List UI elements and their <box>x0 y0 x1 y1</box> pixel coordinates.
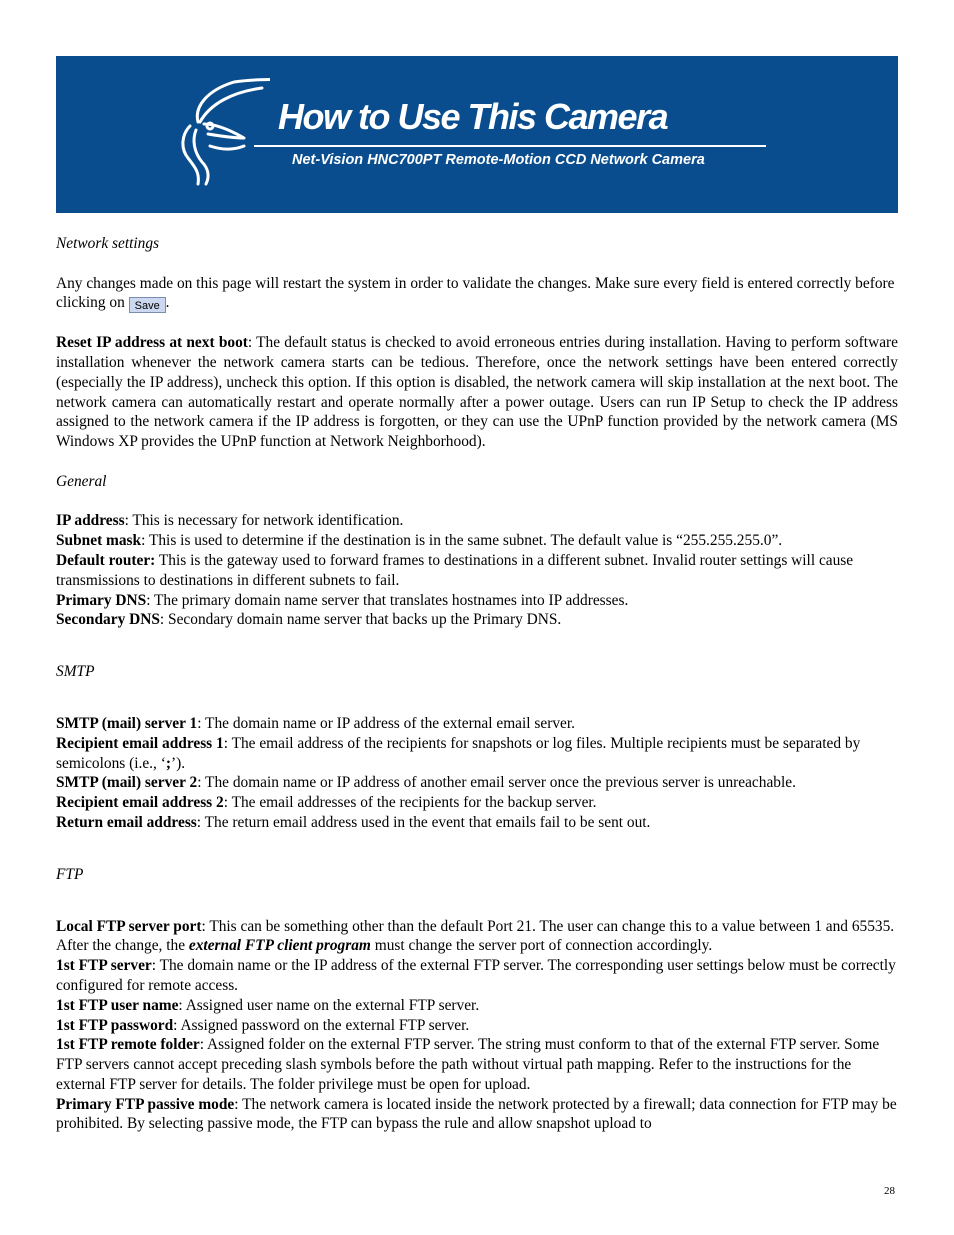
smtp-term: SMTP (mail) server 2 <box>56 774 198 792</box>
ftp-heading: FTP <box>56 865 84 883</box>
general-item <box>56 531 898 551</box>
ftp-item <box>56 996 898 1016</box>
ftp-term: 1st FTP remote folder <box>56 1036 200 1054</box>
intro-paragraph <box>56 274 898 314</box>
smtp-text: : The return email address used in the event that emails fail to be sent out. <box>196 813 651 831</box>
ftp-term: 1st FTP user name <box>56 996 179 1014</box>
ftp-term: Local FTP server port <box>56 917 202 935</box>
ftp-text: : This can be something other than the default Port 21. The user can change this to a value between 1 and 65535. After the change, the <box>56 917 895 955</box>
eagle-head-logo-icon <box>170 76 270 188</box>
smtp-text: : The domain name or IP address of the external email server. <box>197 714 576 732</box>
ftp-text: : Assigned password on the external FTP server. <box>173 1016 470 1034</box>
smtp-item <box>56 813 898 833</box>
general-term: Secondary DNS <box>56 611 160 629</box>
ftp-text: : The network camera is located inside the network protected by a firewall; data connection for FTP may be prohibited. By selecting passive mode, the FTP can bypass the rule and allow snapshot upload to <box>56 1095 897 1133</box>
smtp-item <box>56 793 898 813</box>
ftp-item <box>56 1095 898 1135</box>
intro-end: . <box>165 294 170 312</box>
ftp-item <box>56 956 898 996</box>
general-heading: General <box>56 472 107 490</box>
general-term: IP address <box>56 512 125 530</box>
ftp-item <box>56 1035 898 1094</box>
smtp-item <box>56 734 898 774</box>
general-item <box>56 551 898 591</box>
page-number: 28 <box>884 1185 895 1197</box>
intro-text: Any changes made on this page will restart the system in order to validate the changes. Make sure every field is entered correctly before clicking on <box>56 274 895 312</box>
general-item <box>56 511 898 531</box>
general-text: : This is necessary for network identification. <box>124 512 404 530</box>
reset-ip-term: Reset IP address at next boot <box>56 334 248 352</box>
header-banner <box>56 56 898 213</box>
smtp-term: SMTP (mail) server 1 <box>56 714 198 732</box>
smtp-item <box>56 773 898 793</box>
reset-ip-text: : The default status is checked to avoid erroneous entries during installation. Having to perform software installation whenever the network camera starts can be tedious. Therefore, once the network settings have been entered correctly (especially the IP address), uncheck this option. If this option is disabled, the network camera will skip installation at the next boot. The network camera can automatically restart and operate normally after a power outage. Users can run IP Setup to check the IP address assigned to the network camera if the IP address is forgotten, or they can use the UPnP function provided by the network camera (MS Windows XP provides the UPnP function at Network Neighborhood). <box>56 334 898 451</box>
banner-divider <box>254 145 766 147</box>
smtp-item <box>56 714 898 734</box>
semicolon-symbol: ; <box>165 754 171 772</box>
general-text: : The primary domain name server that translates hostnames into IP addresses. <box>146 591 629 609</box>
smtp-text: : The domain name or IP address of another email server once the previous server is unreachable. <box>197 774 796 792</box>
smtp-text: : The email address of the recipients for snapshots or log files. Multiple recipients must be separated by semicolons (i.e., ‘ <box>56 734 861 772</box>
ftp-term: Primary FTP passive mode <box>56 1095 235 1113</box>
general-term: Primary DNS <box>56 591 147 609</box>
document-body <box>56 234 898 1134</box>
save-button[interactable]: Save <box>129 297 166 313</box>
general-text: : Secondary domain name server that backs up the Primary DNS. <box>159 611 562 629</box>
ftp-text-end: must change the server port of connection accordingly. <box>370 937 713 955</box>
ftp-term: 1st FTP password <box>56 1016 174 1034</box>
general-text: This is the gateway used to forward frames to destinations in a different subnet. Invalid router settings will cause transmissions to destinations in different subnets to fail. <box>56 551 854 589</box>
smtp-term: Recipient email address 1 <box>56 734 224 752</box>
banner-subtitle: Net-Vision HNC700PT Remote-Motion CCD Network Camera <box>292 152 705 168</box>
smtp-text: : The email addresses of the recipients for the backup server. <box>223 794 597 812</box>
general-item <box>56 591 898 611</box>
general-term: Default router: <box>56 551 156 569</box>
banner-title: How to Use This Camera <box>278 96 668 137</box>
general-term: Subnet mask <box>56 532 142 550</box>
section-title: Network settings <box>56 235 160 252</box>
general-text: : This is used to determine if the destination is in the same subnet. The default value is “255.255.255.0”. <box>141 532 783 550</box>
ftp-term: 1st FTP server <box>56 957 152 975</box>
smtp-heading: SMTP <box>56 663 95 681</box>
general-item <box>56 610 898 630</box>
ftp-text: : Assigned folder on the external FTP server. The string must conform to that of the external FTP server. Some FTP servers cannot accept preceding slash symbols before the path without virtual path mapping. Refer to the instructions for the external FTP server for details. The folder privilege must be open for upload. <box>56 1036 880 1093</box>
smtp-term: Return email address <box>56 813 197 831</box>
ftp-text: : Assigned user name on the external FTP server. <box>178 996 480 1014</box>
ftp-item <box>56 1016 898 1036</box>
ftp-client-emphasis: external FTP client program <box>188 937 371 955</box>
smtp-term: Recipient email address 2 <box>56 794 224 812</box>
ftp-item <box>56 917 898 957</box>
reset-ip-paragraph <box>56 333 898 452</box>
ftp-text: : The domain name or the IP address of the external FTP server. The corresponding user settings below must be correctly configured for remote access. <box>56 957 896 994</box>
smtp-text-end: ’). <box>171 754 186 772</box>
